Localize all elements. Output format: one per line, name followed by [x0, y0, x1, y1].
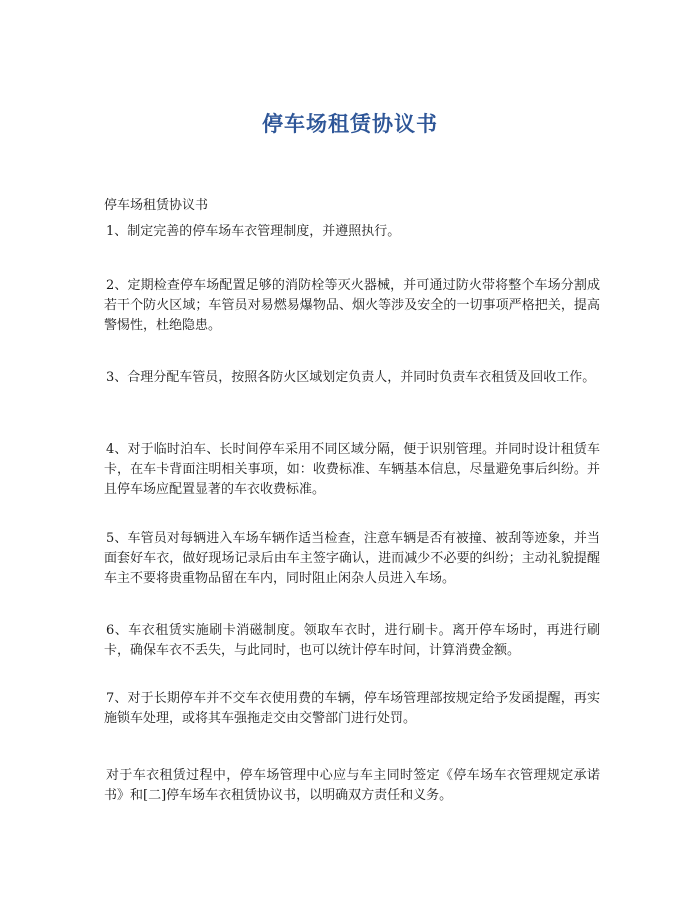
- paragraph-4: 4、对于临时泊车、长时间停车采用不同区域分隔，便于识别管理。并同时设计租赁车卡，在车卡背面注明相关事项，如：收费标准、车辆基本信息，尽量避免事后纠纷。并且停车场应配置显著的车衣收费标准。: [104, 442, 600, 497]
- document-subtitle: 停车场租赁协议书: [104, 198, 209, 213]
- paragraph-3: 3、合理分配车管员，按照各防火区域划定负责人，并同时负责车衣租赁及回收工作。: [106, 370, 596, 385]
- paragraph-8: 对于车衣租赁过程中，停车场管理中心应与车主同时签定《停车场车衣管理规定承诺书》和[二]停车场车衣租赁协议书，以明确双方责任和义务。: [104, 768, 600, 803]
- paragraph-6: 6、车衣租赁实施刷卡消磁制度。领取车衣时，进行刷卡。离开停车场时，再进行刷卡，确保车衣不丢失，与此同时，也可以统计停车时间，计算消费金额。: [104, 623, 600, 658]
- paragraph-7: 7、对于长期停车并不交车衣使用费的车辆，停车场管理部按规定给予发函提醒，再实施锁车处理，或将其车强拖走交由交警部门进行处罚。: [104, 691, 600, 726]
- paragraph-5: 5、车管员对每辆进入车场车辆作适当检查，注意车辆是否有被撞、被刮等迹象，并当面套好车衣，做好现场记录后由车主签字确认，进而减少不必要的纠纷；主动礼貌提醒车主不要将贵重物品留在车内，同时阻止闲杂人员进入车场。: [104, 531, 600, 586]
- paragraph-2: 2、定期检查停车场配置足够的消防栓等灭火器械，并可通过防火带将整个车场分割成若干个防火区域；车管员对易燃易爆物品、烟火等涉及安全的一切事项严格把关，提高警惕性，杜绝隐患。: [104, 278, 600, 333]
- paragraph-1: 1、制定完善的停车场车衣管理制度，并遵照执行。: [106, 224, 401, 239]
- document-title: 停车场租赁协议书: [262, 111, 438, 136]
